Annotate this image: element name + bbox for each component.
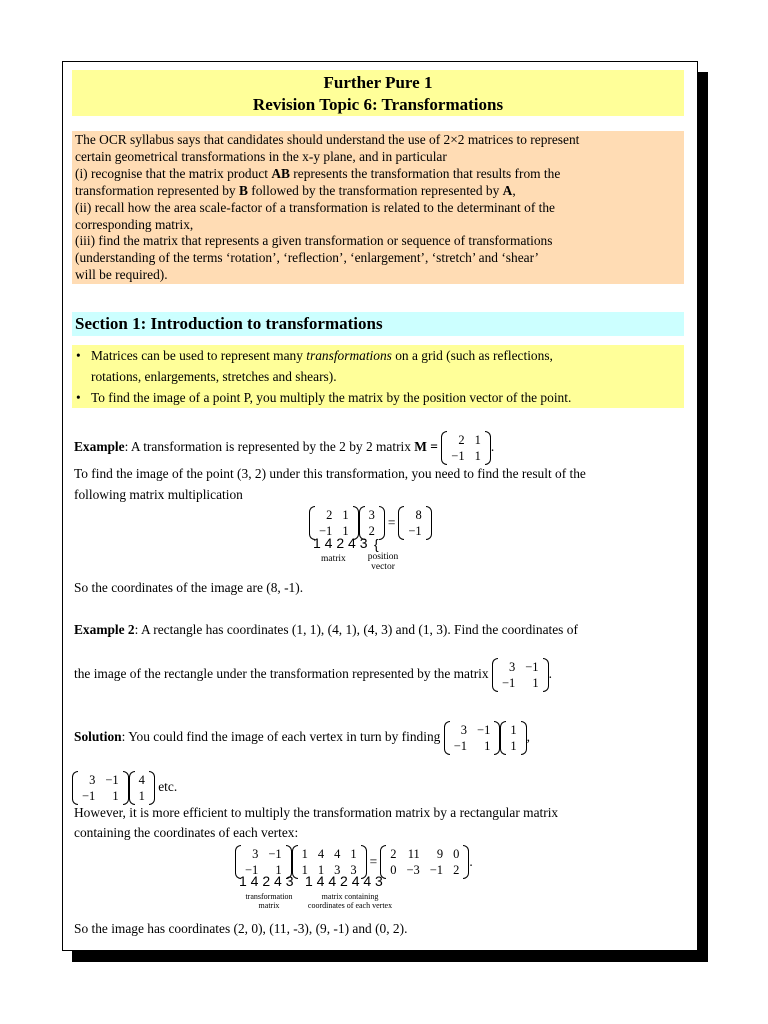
example1-conclusion: So the coordinates of the image are (8, -1). — [74, 580, 304, 595]
syllabus-line: corresponding matrix, — [75, 216, 194, 232]
matrix-entry: 2 — [326, 508, 333, 522]
label-position-vector: position vector — [367, 552, 399, 572]
matrix-entry: 1 — [138, 789, 145, 803]
matrix-entry: 3 — [350, 863, 357, 877]
bracket-right — [149, 771, 155, 805]
matrix-entry: 1 — [532, 676, 539, 690]
garbled-brace: 1 4 2 4 3 — [313, 535, 368, 551]
syllabus-line: (i) recognise that the matrix product AB represents the transformation that results from the — [75, 165, 561, 181]
bracket-right — [379, 506, 385, 540]
matrix-entry: 2 — [453, 863, 460, 877]
matrix-entry: 1 — [474, 449, 481, 463]
matrix-entry: 0 — [453, 847, 460, 861]
matrix-m — [441, 431, 491, 465]
matrix-entry: −1 — [429, 863, 444, 877]
bullet-item: • Matrices can be used to represent many transformations on a grid (such as reflections, rotations, enlargements, stretches and shears). — [76, 345, 681, 387]
matrix-entry: 0 — [390, 863, 397, 877]
matrix-entry: 11 — [407, 847, 420, 861]
bullet-icon: • — [76, 348, 81, 363]
matrix-entry: 2 — [390, 847, 397, 861]
syllabus-line: transformation represented by B followed by the transformation represented by A, — [75, 182, 516, 198]
bracket-right — [426, 506, 432, 540]
matrix-entry: −1 — [453, 739, 468, 753]
solution-conclusion: So the image has coordinates (2, 0), (11, -3), (9, -1) and (0, 2). — [74, 921, 408, 936]
matrix-entry: 1 — [301, 847, 308, 861]
example1-line-2: To find the image of the point (3, 2) under this transformation, you need to find the result of the — [74, 466, 586, 481]
matrix-entry: 1 — [510, 723, 517, 737]
syllabus-line: (iii) find the matrix that represents a given transformation or sequence of transformations — [75, 233, 553, 249]
equals-sign: = — [387, 515, 396, 530]
matrix-entry: 1 — [342, 508, 349, 522]
matrix-grid — [135, 771, 149, 805]
matrix-grid — [386, 845, 463, 879]
syllabus-box — [72, 131, 684, 284]
bullet-item: • To find the image of a point P, you multiply the matrix by the position vector of the point. — [76, 387, 681, 408]
matrix-entry: −1 — [319, 524, 333, 538]
garbled-brace: { — [374, 536, 379, 552]
matrix-grid — [498, 658, 543, 692]
section-heading: Section 1: Introduction to transformations — [72, 312, 684, 336]
solution-line-4: containing the coordinates of each vertex: — [74, 825, 299, 840]
solution-line-2: 3 −1 −1 1 4 1 etc. — [72, 771, 177, 805]
matrix-grid — [447, 431, 485, 465]
matrix-entry: −1 — [82, 789, 96, 803]
matrix-entry: 1 — [317, 863, 325, 877]
example1-line-3: following matrix multiplication — [74, 487, 243, 502]
matrix-entry: 1 — [350, 847, 357, 861]
matrix-entry: 4 — [138, 773, 145, 787]
matrix-entry: 1 — [474, 433, 481, 447]
matrix-entry: 3 — [252, 847, 259, 861]
solution-equation: 3 −1 −1 1 1 4 4 1 1 1 3 3 = 2 11 9 0 0 −3 −1 2 . — [235, 845, 473, 879]
document-page — [62, 61, 698, 951]
matrix-entry: 1 — [112, 789, 119, 803]
matrix-entry: 4 — [317, 847, 325, 861]
matrix-grid — [450, 721, 495, 755]
vertex-vector — [129, 771, 155, 805]
matrix-entry: −1 — [477, 723, 491, 737]
matrix-entry: 4 — [334, 847, 341, 861]
title-line-1: Further Pure 1 — [323, 73, 433, 92]
example1-line: Example: A transformation is represented by the 2 by 2 matrix M = 2 1 −1 1 . — [74, 433, 495, 463]
bullet-icon: • — [76, 390, 81, 405]
matrix-entry: 1 — [301, 863, 308, 877]
transformation-matrix — [444, 721, 501, 755]
matrix-entry: −1 — [408, 524, 422, 538]
matrix-grid — [78, 771, 123, 805]
matrix-entry: −3 — [406, 863, 420, 877]
syllabus-line: The OCR syllabus says that candidates should understand the use of 2×2 matrices to represent — [75, 132, 580, 147]
matrix-grid — [404, 506, 425, 540]
matrix-entry: 3 — [368, 508, 375, 522]
matrix-entry: −1 — [451, 449, 465, 463]
matrix-entry: 2 — [368, 524, 375, 538]
title-line-2: Revision Topic 6: Transformations — [252, 95, 504, 114]
matrix-entry: 3 — [334, 863, 341, 877]
matrix-entry: 9 — [436, 847, 444, 861]
transformation-matrix — [72, 771, 129, 805]
label-transformation-matrix: transformation matrix — [245, 892, 293, 910]
vertex-vector — [500, 721, 526, 755]
matrix-entry: 3 — [509, 660, 516, 674]
syllabus-line: (ii) recall how the area scale-factor of a transformation is related to the determinant of the — [75, 199, 555, 215]
matrix-entry: 1 — [510, 739, 517, 753]
matrix-entry: 1 — [484, 739, 491, 753]
label-matrix: matrix — [321, 554, 346, 564]
matrix-entry: −1 — [501, 676, 516, 690]
bullets-box — [72, 345, 684, 408]
matrix-grid — [506, 721, 520, 755]
example2-line-2: the image of the rectangle under the transformation represented by the matrix 3 −1 −1 1 . — [74, 660, 552, 690]
result-vector — [398, 506, 431, 540]
syllabus-line: will be required). — [75, 267, 168, 283]
syllabus-line: certain geometrical transformations in the x-y plane, and in particular — [75, 148, 447, 164]
matrix-entry: −1 — [245, 863, 259, 877]
garbled-brace: 1 4 2 4 3 — [239, 873, 294, 889]
matrix-entry: −1 — [268, 847, 282, 861]
solution-line-3: However, it is more efficient to multiply the transformation matrix by a rectangular matrix — [74, 805, 559, 820]
result-matrix — [380, 845, 469, 879]
matrix-entry: 3 — [460, 723, 468, 737]
matrix-entry: 1 — [275, 863, 282, 877]
example2-line-1: Example 2: A rectangle has coordinates (1, 1), (4, 1), (4, 3) and (1, 3). Find the coordinates of — [74, 622, 578, 637]
solution-line-1: Solution: You could find the image of each vertex in turn by finding 3 −1 −1 1 1 1 , — [74, 723, 530, 753]
matrix-entry: 8 — [415, 508, 422, 522]
matrix-example2 — [492, 658, 549, 692]
matrix-entry: −1 — [105, 773, 119, 787]
syllabus-line: (understanding of the terms ‘rotation’, ‘reflection’, ‘enlargement’, ‘stretch’ and ‘shear’ — [75, 250, 540, 266]
title-box — [72, 70, 684, 116]
matrix-entry: 3 — [89, 773, 96, 787]
matrix-entry: 2 — [458, 433, 465, 447]
matrix-entry: 1 — [342, 524, 349, 538]
matrix-entry: −1 — [525, 660, 539, 674]
garbled-brace: 1 4 4 2 4 4 3 — [305, 873, 383, 889]
equals-sign: = — [369, 854, 378, 869]
label-coordinates-matrix: matrix containing coordinates of each vertex — [307, 892, 393, 910]
